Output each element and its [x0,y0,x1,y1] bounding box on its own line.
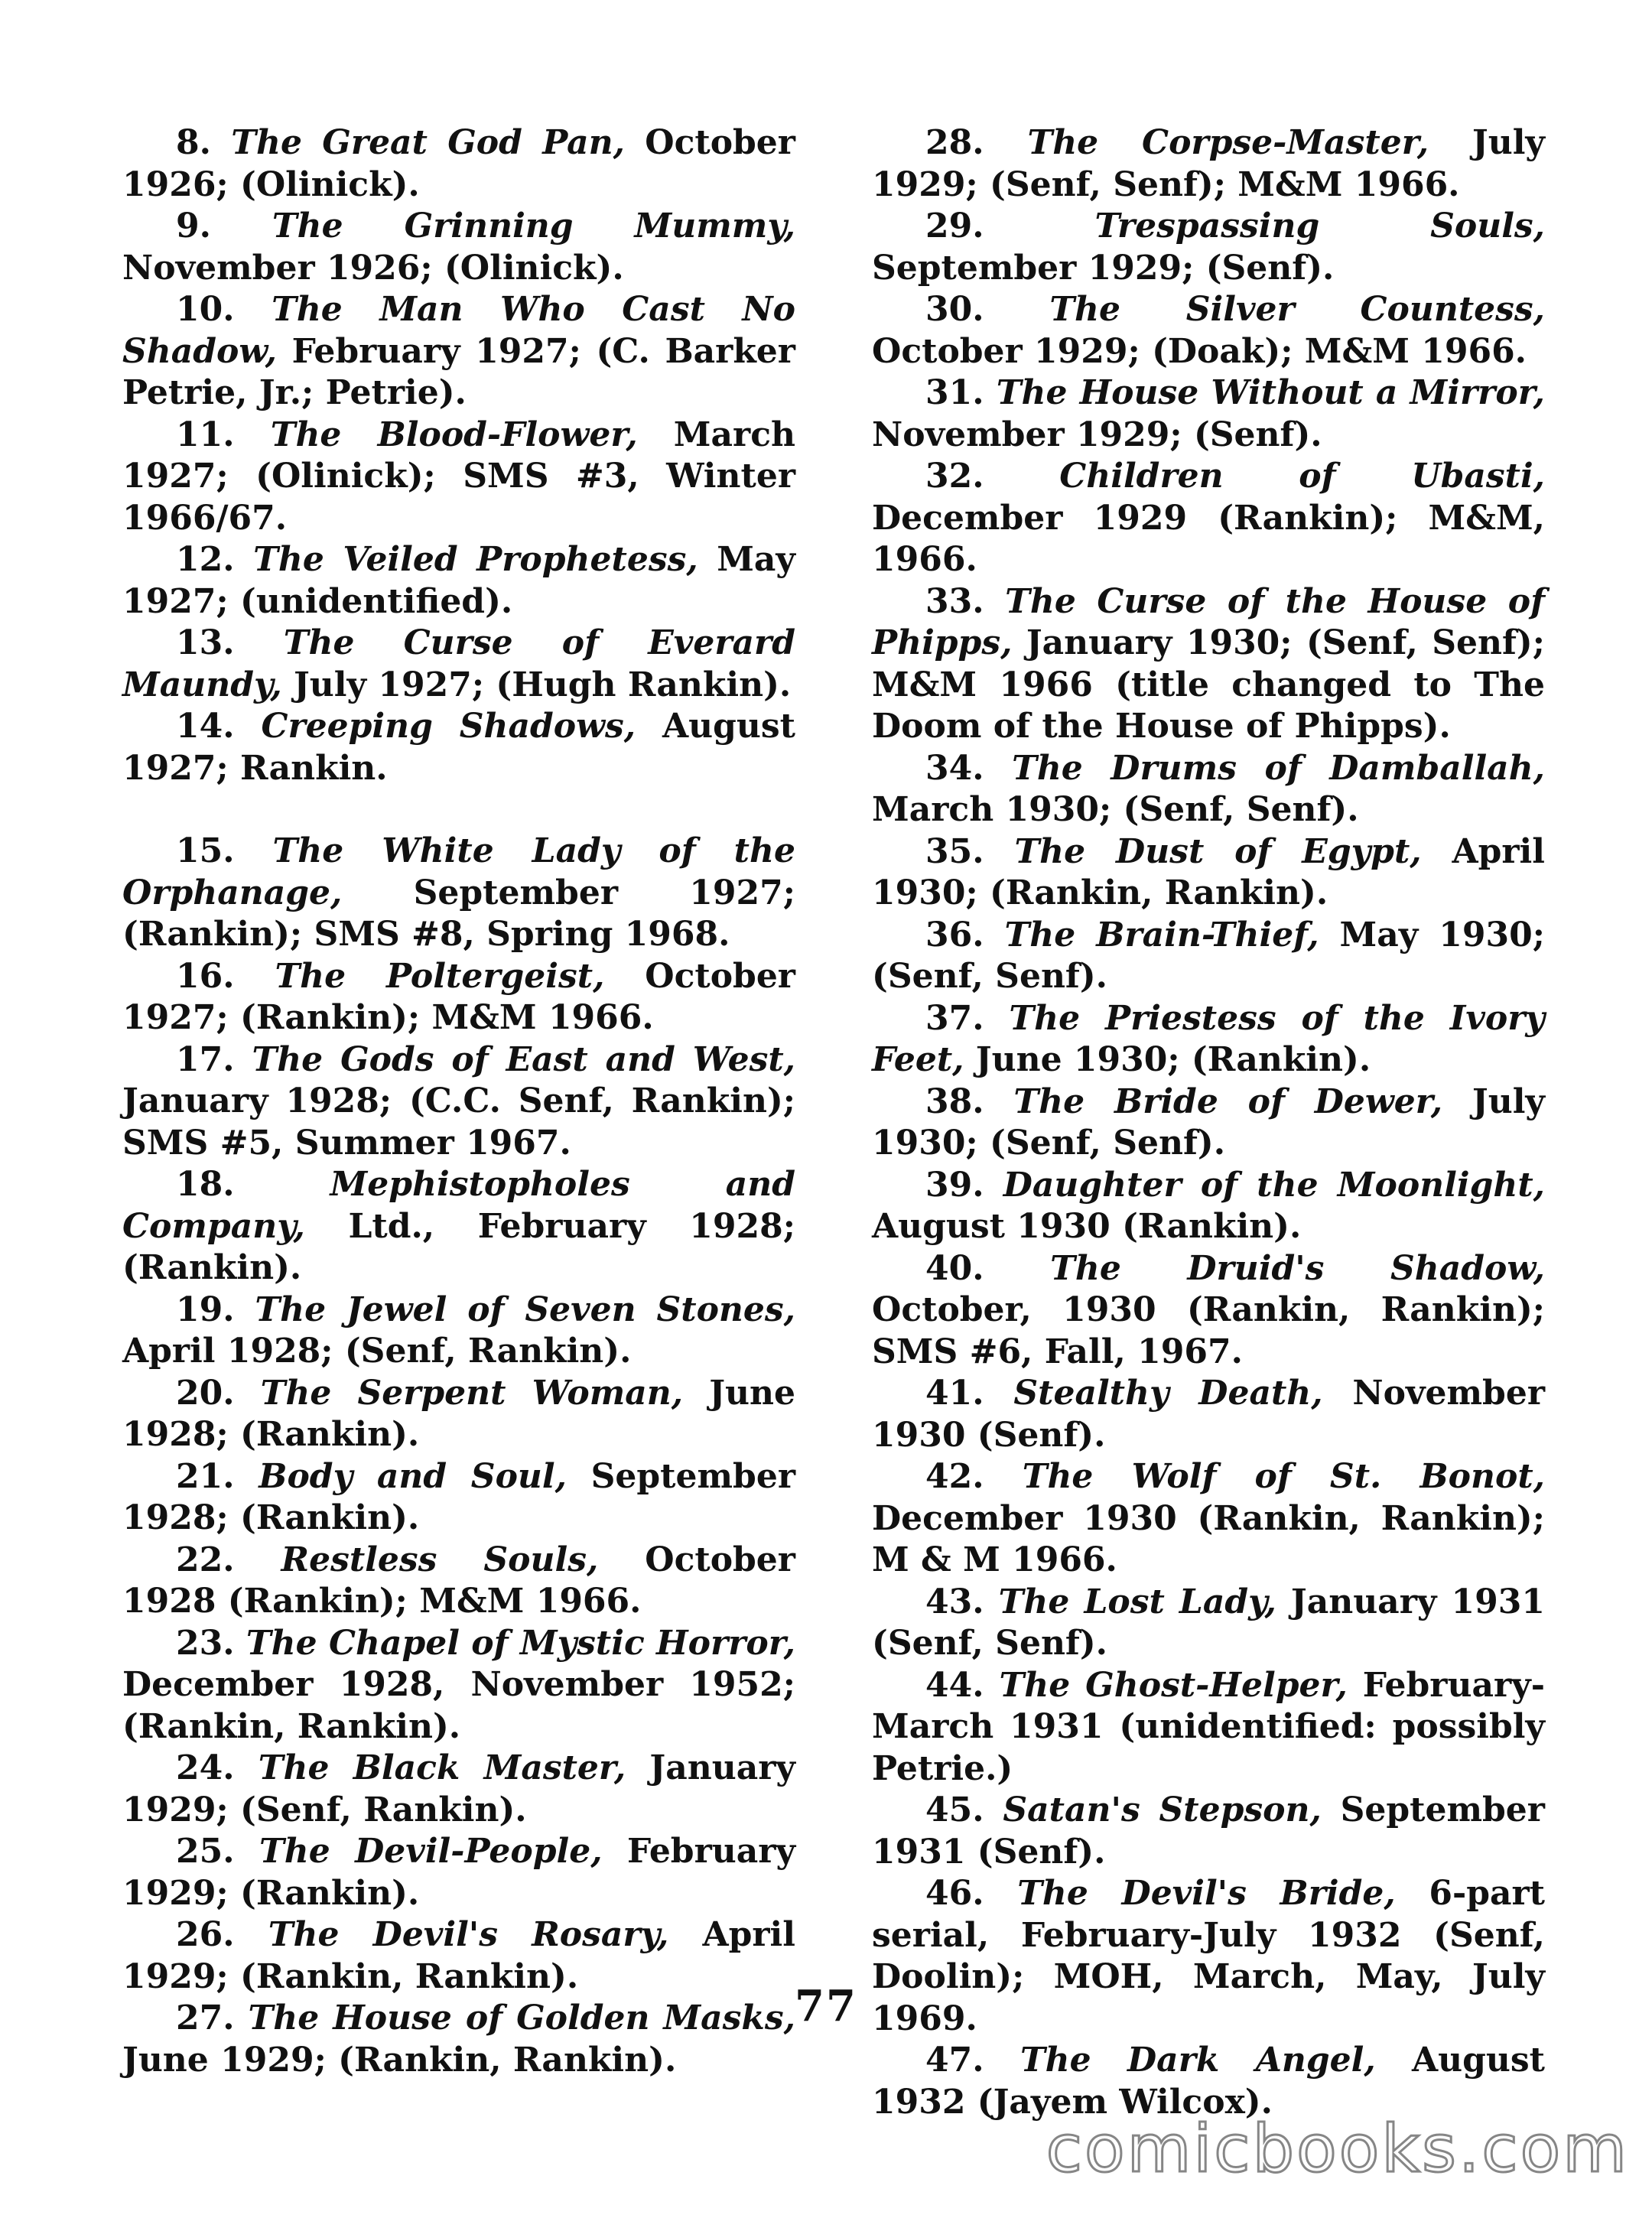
entry-number: 9. [176,207,211,246]
entry-number: 44. [925,1665,984,1705]
entry-title: The Corpse-Master, [1027,123,1429,162]
entry-title: The Blood-Flower, [270,415,638,454]
entry-title: The Devil's Rosary, [268,1915,669,1954]
entry-number: 24. [176,1748,235,1787]
entry-title: The Dark Angel, [1019,2041,1376,2080]
entry-title: The Grinning Mummy, [272,207,795,246]
entry-number: 25. [176,1832,235,1871]
bibliography-entry [122,289,795,415]
entry-details: January 1931 (Senf, Senf). [872,1582,1545,1663]
entry-details: February 1927; (C. Barker Petrie, Jr.; Petrie). [122,331,795,412]
entry-details: July 1927; (Hugh Rankin). [281,665,792,704]
entry-number: 33. [925,581,984,621]
bibliography-entry [872,1373,1545,1456]
bibliography-entry [872,915,1545,998]
bibliography-entry [122,539,795,623]
entry-title: The Brain-Thief, [1004,915,1319,955]
entry-details: June 1928; (Rankin). [122,1373,795,1454]
bibliography-entry [872,372,1545,456]
bibliography-entry [872,1456,1545,1582]
bibliography-entry [122,1289,795,1373]
entry-title: The Druid's Shadow, [1050,1248,1545,1288]
entry-number: 16. [176,956,235,996]
entry-title: The Jewel of Seven Stones, [255,1289,795,1329]
entry-details: February 1929; (Rankin). [122,1832,796,1913]
entry-title: The Gods of East and West, [252,1039,795,1079]
entry-details: April 1929; (Rankin, Rankin). [122,1915,795,1996]
entry-number: 32. [925,457,984,496]
entry-number: 38. [925,1081,984,1121]
entry-number: 42. [925,1457,984,1496]
bibliography-entry [872,1665,1545,1790]
entry-number: 28. [925,123,984,162]
entry-title: Body and Soul, [259,1456,567,1496]
entry-details: May 1930; (Senf, Senf). [872,915,1545,996]
entry-title: The House of Golden Masks, [248,1998,795,2038]
entry-number: 23. [176,1623,235,1663]
bibliography-entry [872,998,1545,1081]
entry-details: November 1930 (Senf). [872,1374,1546,1455]
bibliography-entry [122,1373,795,1456]
entry-number: 35. [925,831,984,871]
entry-details: August 1932 (Jayem Wilcox). [872,2041,1545,2122]
entry-details: June 1930; (Rankin). [964,1040,1371,1079]
entry-details: July 1930; (Senf, Senf). [872,1081,1545,1163]
entry-number: 22. [176,1540,235,1579]
entry-title: Children of Ubasti, [1059,457,1545,496]
entry-title: Creeping Shadows, [261,707,636,746]
entry-number: 12. [176,540,235,579]
entry-details: 6-part serial, February-July 1932 (Senf, Doolin); MOH, March, May, July 1969. [872,1874,1545,2038]
entry-title: The Bride of Dewer, [1013,1081,1443,1121]
entry-title: The Man Who Cast No Shadow, [122,290,795,371]
entry-number: 17. [176,1039,235,1079]
entry-details: April 1928; (Senf, Rankin). [122,1332,632,1371]
entry-title: The Drums of Damballah, [1012,748,1545,788]
bibliography-entry [122,623,795,706]
entry-details: October, 1930 (Rankin, Rankin); SMS #6, Fall, 1967. [872,1290,1545,1371]
entry-number: 21. [176,1456,235,1496]
entry-details: October 1929; (Doak); M&M 1966. [872,331,1527,371]
entry-number: 41. [925,1374,984,1413]
bibliography-entry [122,1623,795,1748]
left-column [122,122,795,2081]
entry-title: The Chapel of Mystic Horror, [246,1623,795,1663]
entry-details: January 1930; (Senf, Senf); M&M 1966 (title changed to The Doom of the House of Phipps). [872,623,1545,746]
entry-title: Stealthy Death, [1013,1374,1323,1413]
entry-number: 26. [176,1915,235,1954]
bibliography-entry [872,1248,1545,1374]
right-column [872,122,1545,2123]
entry-details: April 1930; (Rankin, Rankin). [872,831,1545,912]
entry-title: Restless Souls, [281,1540,599,1579]
page-number: 77 [795,1981,857,2031]
entry-number: 43. [925,1582,984,1621]
entry-number: 47. [925,2041,984,2080]
entry-number: 27. [176,1998,235,2038]
bibliography-entry [122,1748,795,1831]
entry-title: Trespassing Souls, [1094,207,1545,246]
entry-title: The Lost Lady, [998,1582,1276,1621]
entry-number: 20. [176,1373,235,1413]
entry-title: The Black Master, [258,1748,626,1787]
entry-number: 19. [176,1289,235,1329]
entry-number: 37. [925,998,984,1038]
entry-number: 46. [925,1874,984,1913]
entry-details: January 1929; (Senf, Rankin). [122,1748,795,1829]
entry-title: The Veiled Prophetess, [253,540,698,579]
bibliography-entry [872,581,1545,748]
entry-title: The Curse of the House of Phipps, [872,581,1546,662]
entry-details: December 1928, November 1952; (Rankin, Rankin). [122,1665,795,1746]
bibliography-entry [872,748,1545,831]
entry-number: 34. [925,748,984,788]
entry-number: 45. [925,1790,984,1829]
bibliography-entry [122,1831,795,1914]
entry-title: The Serpent Woman, [260,1373,684,1413]
bibliography-entry [122,206,795,289]
entry-details: September 1931 (Senf). [872,1790,1545,1872]
entry-number: 39. [925,1165,984,1205]
bibliography-entry [872,289,1545,372]
entry-details: September 1927; (Rankin); SMS #8, Spring 1968. [122,873,795,954]
entry-details: March 1927; (Olinick); SMS #3, Winter 1966/67. [122,415,795,538]
entry-number: 8. [176,123,211,162]
bibliography-entry [122,1540,795,1623]
entry-title: The White Lady of the Orphanage, [122,831,795,912]
bibliography-entry [122,831,795,956]
entry-number: 40. [925,1248,984,1288]
entry-number: 11. [176,415,235,454]
entry-details: August 1927; Rankin. [122,707,795,788]
entry-title: The Devil-People, [259,1832,603,1871]
entry-number: 15. [176,831,235,870]
bibliography-entry [122,1039,795,1165]
entry-details: Ltd., February 1928; (Rankin). [122,1206,795,1287]
entry-title: The Dust of Egypt, [1014,831,1422,871]
bibliography-entry [872,1165,1545,1248]
entry-number: 18. [176,1165,235,1204]
entry-title: The Ghost-Helper, [999,1665,1348,1705]
entry-title: The Poltergeist, [275,956,605,996]
entry-details: July 1929; (Senf, Senf); M&M 1966. [872,123,1545,204]
entry-details: June 1929; (Rankin, Rankin). [122,2040,677,2080]
entry-details: August 1930 (Rankin). [872,1207,1302,1246]
entry-title: Daughter of the Moonlight, [1003,1165,1545,1205]
entry-title: The House Without a Mirror, [996,373,1545,412]
entry-number: 14. [176,707,235,746]
entry-details: October 1927; (Rankin); M&M 1966. [122,956,795,1037]
bibliography-entry [872,456,1545,581]
entry-details: September 1928; (Rankin). [122,1456,796,1537]
entry-details: January 1928; (C.C. Senf, Rankin); SMS #5, Summer 1967. [122,1081,795,1163]
entry-number: 10. [176,290,235,329]
entry-number: 13. [176,623,235,662]
entry-details: February-March 1931 (unidentified: possibly Petrie.) [872,1665,1545,1788]
entry-number: 36. [925,915,984,955]
entry-details: November 1929; (Senf). [872,415,1322,454]
bibliography-entry [122,122,795,206]
entry-title: The Devil's Bride, [1017,1874,1396,1913]
watermark-logo: comicbooks.com [1046,2111,1629,2187]
entry-title: The Silver Countess, [1049,290,1545,329]
entry-details: November 1926; (Olinick). [122,248,624,288]
entry-details: March 1930; (Senf, Senf). [872,790,1359,829]
bibliography-entry [872,831,1545,915]
bibliography-entry [872,1790,1545,1873]
entry-title: The Wolf of St. Bonot, [1022,1457,1545,1496]
bibliography-entry [872,1081,1545,1165]
entry-title: Mephistopholes and Company, [122,1165,795,1246]
entry-details: December 1929 (Rankin); M&M, 1966. [872,498,1545,579]
entry-title: Satan's Stepson, [1003,1790,1322,1829]
bibliography-entry [122,1456,795,1540]
bibliography-entry [122,956,795,1039]
entry-number: 29. [925,207,984,246]
bibliography-entry [122,415,795,540]
entry-title: The Priestess of the Ivory Feet, [872,998,1545,1079]
bibliography-entry [872,122,1545,206]
entry-details: May 1927; (unidentified). [122,540,795,621]
entry-title: The Curse of Everard Maundy, [122,623,795,704]
bibliography-entry [122,1164,795,1289]
entry-details: October 1926; (Olinick). [122,123,795,204]
bibliography-entry [122,706,795,789]
entry-details: December 1930 (Rankin, Rankin); M & M 1966. [872,1498,1545,1579]
bibliography-entry [872,1582,1545,1665]
entry-number: 30. [925,290,984,329]
bibliography-entry [872,206,1545,289]
entry-details: September 1929; (Senf). [872,248,1335,288]
entry-title: The Great God Pan, [231,123,625,162]
entry-number: 31. [925,373,984,412]
entry-details: October 1928 (Rankin); M&M 1966. [122,1540,795,1621]
